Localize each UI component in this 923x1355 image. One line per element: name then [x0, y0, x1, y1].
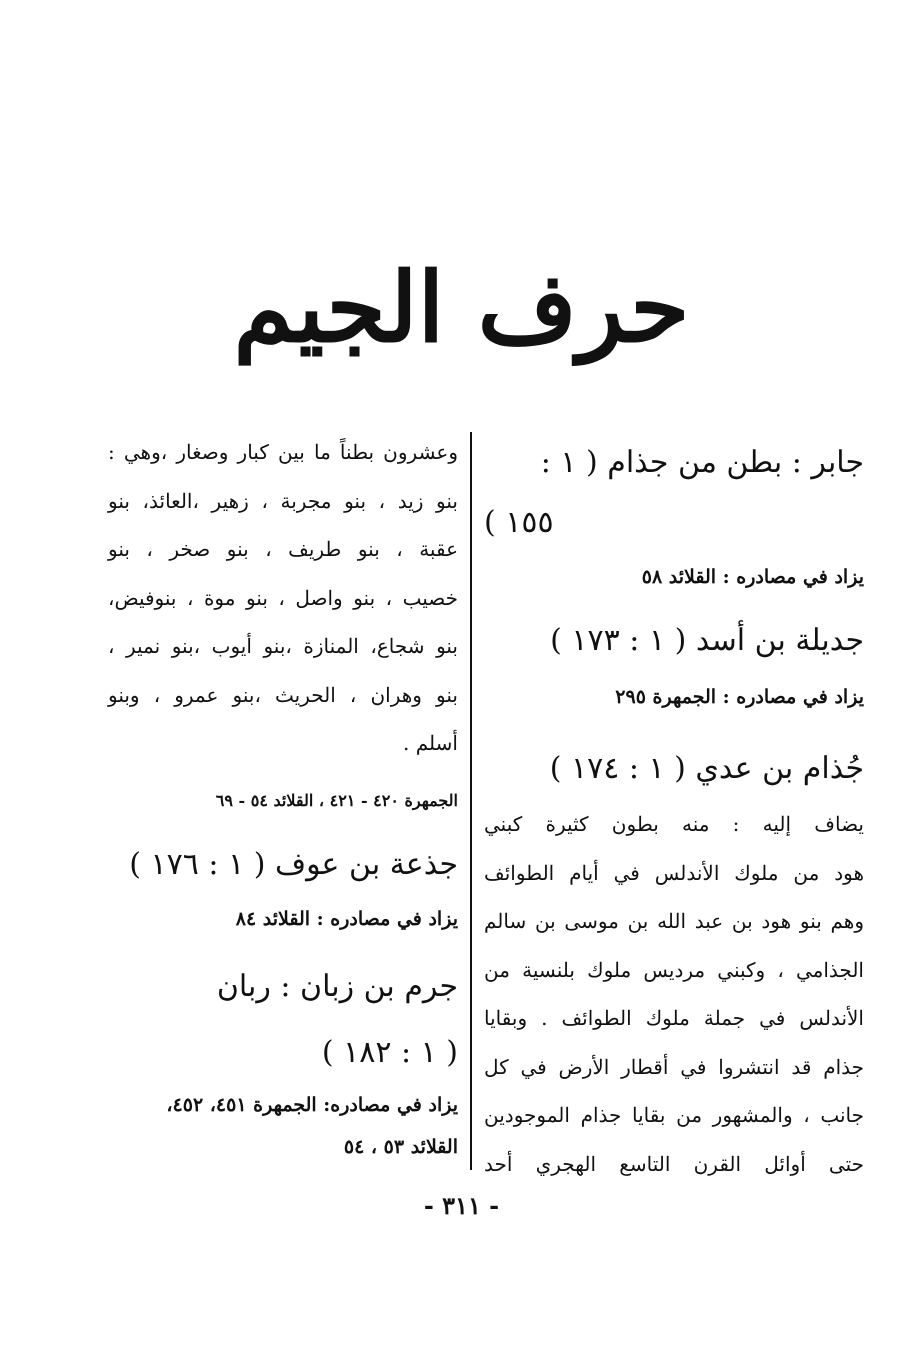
entry-judham-line: الأندلس في جملة ملوك الطوائف . وبقايا: [484, 1006, 864, 1030]
entry-jabir-source: يزاد في مصادره : القلائد ٥٨: [641, 566, 864, 588]
continuation-line: بنو شجاع، المنازة ،بنو أيوب ،بنو نمير ،: [108, 634, 458, 658]
entry-jadhaa-head: جذعة بن عوف ( ١ : ١٧٦ ): [129, 847, 458, 882]
continuation-line: أسلم .: [403, 731, 458, 755]
column-divider: [470, 432, 472, 1170]
entry-jarm-source: يزاد في مصادره: الجمهرة ٤٥١، ٤٥٢،: [166, 1094, 458, 1116]
page-title: حرف الجيم: [233, 251, 690, 364]
entry-judham-line: يضاف إليه : منه بطون كثيرة كبني: [484, 812, 864, 836]
continuation-line: وعشرون بطناً ما بين كبار وصغار ،وهي :: [108, 440, 458, 464]
entry-jarm-head-continued: ( ١ : ١٨٢ ): [321, 1035, 458, 1070]
entry-judham-line: جانب ، والمشهور من بقايا جذام الموجودين: [484, 1103, 864, 1127]
continuation-line: بنو وهران ، الحريث ،بنو عمرو ، وبنو: [108, 682, 458, 707]
continuation-line: خصيب ، بنو واصل ، بنو موة ، بنوفيض،: [108, 585, 458, 610]
entry-jarm-source-continued: القلائد ٥٣ ، ٥٤: [343, 1136, 458, 1158]
entry-judham-line: وهم بنو هود بن عبد الله بن موسى بن سالم: [484, 909, 864, 933]
judham-continuation-text: [108, 428, 458, 768]
left-column: [108, 420, 458, 1180]
continuation-line: عقبة ، بنو طريف ، بنو صخر ، بنو: [108, 537, 458, 561]
entry-judham-text: [484, 800, 864, 1188]
entry-jadila-head: جديلة بن أسد ( ١ : ١٧٣ ): [550, 623, 864, 658]
entry-judham-line: هود من ملوك الأندلس في أيام الطوائف: [484, 860, 864, 885]
entry-jabir-head-continued: ١٥٥ ): [484, 505, 554, 540]
entry-judham-head: جُذام بن عدي ( ١ : ١٧٤ ): [549, 751, 864, 786]
entry-jadhaa-source: يزاد في مصادره : القلائد ٨٤: [235, 908, 458, 930]
entry-judham-line: الجذامي ، وكبني مرديس ملوك بلنسية من: [484, 957, 864, 982]
page-number: - ٣١١ -: [423, 1191, 500, 1220]
entry-judham-line: حتى أوائل القرن التاسع الهجري أحد: [484, 1151, 864, 1176]
entry-jadila-source: يزاد في مصادره : الجمهرة ٢٩٥: [615, 686, 864, 708]
continuation-line: بنو زيد ، بنو مجربة ، زهير ،العائذ، بنو: [108, 488, 458, 513]
entry-jarm-head: جرم بن زبان : ربان: [216, 969, 458, 1004]
right-column: [484, 420, 864, 1180]
entry-judham-line: جذام قد انتشروا في أقطار الأرض في كل: [484, 1054, 864, 1079]
continuation-source: الجمهرة ٤٢٠ - ٤٢١ ، القلائد ٥٤ - ٦٩: [215, 791, 458, 810]
entry-jabir-head: جابر : بطن من جذام ( ١ :: [540, 445, 864, 480]
